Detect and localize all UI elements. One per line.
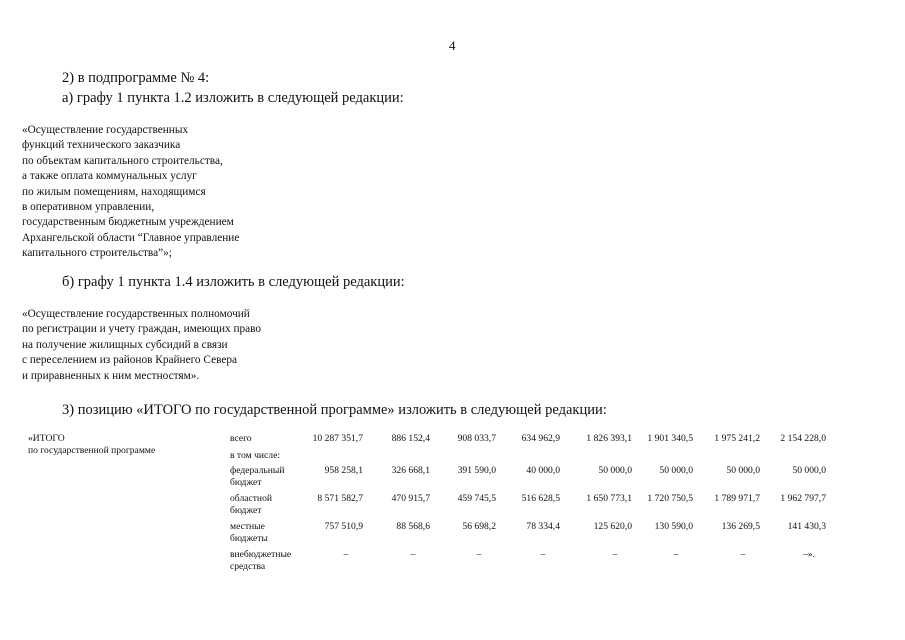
quote-block-1 — [22, 123, 239, 262]
table-cell: 136 269,5 — [721, 521, 760, 532]
table-cell: 10 287 351,7 — [312, 433, 363, 444]
table-cell: 958 258,1 — [324, 465, 363, 476]
row-label-line: бюджеты — [230, 533, 268, 545]
table-cell: –». — [803, 549, 815, 560]
table-cell: – — [410, 549, 416, 560]
quote-block-2 — [22, 307, 261, 384]
program-label-line: «ИТОГО — [28, 433, 65, 444]
table-cell: 1 962 797,7 — [780, 493, 826, 504]
table-cell: 56 698,2 — [462, 521, 496, 532]
quote-2-line: «Осуществление государственных полномочий — [22, 308, 250, 320]
quote-2-line: на получение жилищных субсидий в связи — [22, 338, 228, 351]
table-cell: 1 720 750,5 — [647, 493, 693, 504]
table-cell: 1 826 393,1 — [586, 433, 632, 444]
page-number: 4 — [449, 38, 456, 53]
table-cell: 50 000,0 — [726, 465, 760, 476]
row-label-line: областной — [230, 493, 273, 504]
table-cell: 1 789 971,7 — [714, 493, 760, 504]
row-label-line: местные — [230, 521, 265, 532]
table-cell: 8 571 582,7 — [317, 493, 363, 504]
table-cell: 40 000,0 — [526, 465, 560, 476]
table-cell: 88 568,6 — [396, 521, 430, 532]
table-cell: 2 154 228,0 — [780, 433, 826, 444]
row-label-line: всего — [230, 433, 252, 444]
table-cell: 391 590,0 — [457, 465, 496, 476]
table-cell: 1 901 340,5 — [647, 433, 693, 444]
quote-1-line: по жилым помещениям, находящимся — [22, 185, 206, 198]
row-label — [230, 433, 252, 445]
row-label — [230, 450, 280, 462]
row-label — [230, 549, 291, 573]
table-cell: 470 915,7 — [391, 493, 430, 504]
quote-1-line: функций технического заказчика — [22, 139, 181, 152]
heading-item-3: 3) позицию «ИТОГО по государственной программе» изложить в следующей редакции: — [62, 402, 607, 418]
table-cell: – — [476, 549, 482, 560]
table-cell: 459 745,5 — [457, 493, 496, 504]
table-cell: 125 620,0 — [593, 521, 632, 532]
row-label — [230, 493, 272, 517]
row-label-line: бюджет — [230, 477, 262, 489]
table-cell: 78 334,4 — [526, 521, 560, 532]
quote-2-line: по регистрации и учету граждан, имеющих право — [22, 323, 262, 336]
quote-2-line: с переселением из районов Крайнего Севера — [22, 354, 238, 367]
table-cell: 516 628,5 — [521, 493, 560, 504]
quote-1-line: «Осуществление государственных — [22, 124, 189, 136]
quote-1-line: по объектам капитального строительства, — [22, 154, 223, 167]
table-cell: 634 962,9 — [521, 433, 560, 444]
quote-2-line: и приравненных к ним местностям». — [22, 369, 200, 382]
quote-1-line: а также оплата коммунальных услуг — [22, 170, 197, 183]
table-cell: 908 033,7 — [457, 433, 496, 444]
table-cell: 1 650 773,1 — [586, 493, 632, 504]
table-cell: 326 668,1 — [391, 465, 430, 476]
quote-1-line: в оперативном управлении, — [22, 201, 155, 214]
table-cell: 1 975 241,2 — [714, 433, 760, 444]
row-label-line: в том числе: — [230, 450, 281, 461]
table-cell: 757 510,9 — [324, 521, 363, 532]
table-cell: – — [540, 549, 546, 560]
row-label-line: внебюджетные — [230, 549, 292, 560]
table-cell: – — [673, 549, 679, 560]
quote-1-line: Архангельской области “Главное управление — [22, 231, 240, 244]
table-cell: – — [740, 549, 746, 560]
heading-item-a: а) графу 1 пункта 1.2 изложить в следующей редакции: — [62, 90, 404, 106]
table-cell: 141 430,3 — [787, 521, 826, 532]
row-label — [230, 465, 285, 489]
table-cell: – — [612, 549, 618, 560]
table-cell: 130 590,0 — [654, 521, 693, 532]
table-cell: – — [343, 549, 349, 560]
table-cell: 50 000,0 — [598, 465, 632, 476]
heading-item-b: б) графу 1 пункта 1.4 изложить в следующей редакции: — [62, 274, 405, 290]
program-label-line: по государственной программе — [28, 444, 156, 456]
row-label-line: федеральный — [230, 465, 285, 476]
table-cell: 50 000,0 — [792, 465, 826, 476]
row-label-line: бюджет — [230, 505, 262, 517]
table-cell: 50 000,0 — [659, 465, 693, 476]
row-label-line: средства — [230, 561, 266, 573]
heading-subprogram-4: 2) в подпрограмме № 4: — [62, 70, 210, 86]
quote-1-line: капитального строительства”»; — [22, 247, 172, 260]
row-label — [230, 521, 268, 545]
program-label — [28, 433, 155, 456]
table-cell: 886 152,4 — [391, 433, 430, 444]
quote-1-line: государственным бюджетным учреждением — [22, 216, 234, 229]
